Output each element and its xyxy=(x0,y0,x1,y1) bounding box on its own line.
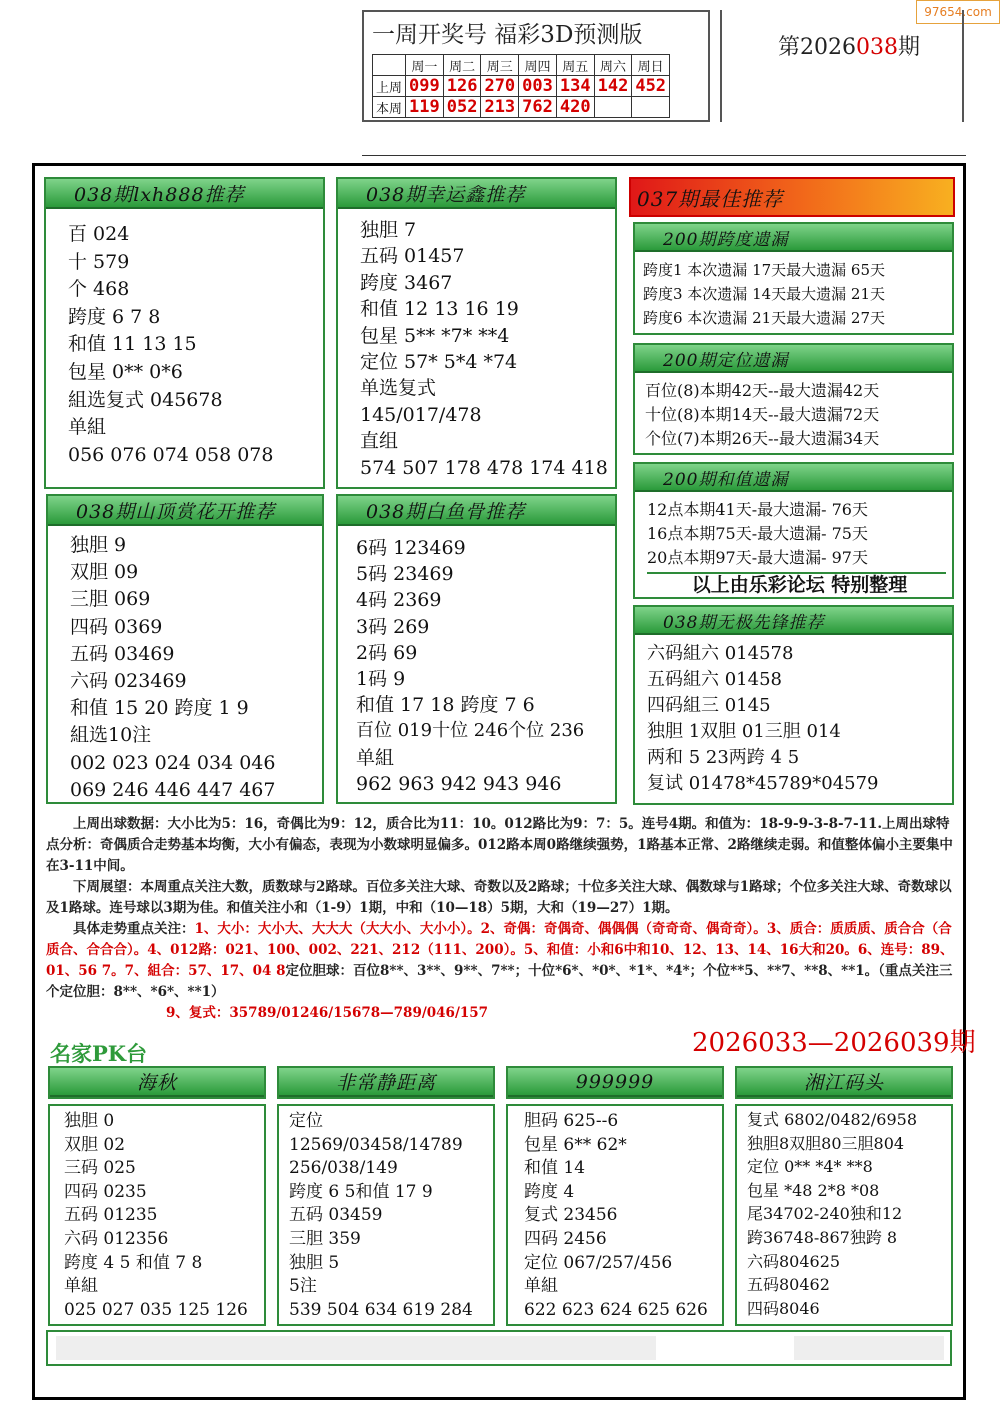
bottom-bar xyxy=(46,1330,952,1366)
draw-number: 452 xyxy=(632,76,670,97)
pk-line: 五码80462 xyxy=(747,1275,830,1295)
panel-line: 和值 11 13 15 xyxy=(68,333,197,356)
focus-item: 7、組合：57、17、04 8 xyxy=(124,963,286,979)
panel-line: 五码 01457 xyxy=(360,245,465,268)
panel-line: 百位(8)本期42天--最大遗漏42天 xyxy=(645,381,880,400)
row-label: 本周 xyxy=(373,97,406,118)
panel-baiyugu xyxy=(336,494,617,804)
pk-body-999999 xyxy=(506,1104,724,1326)
panel-body xyxy=(635,256,952,333)
panel-title: 038期白鱼骨推荐 xyxy=(338,496,615,526)
focus-item: 6、连号：89、01、56 7。 xyxy=(46,942,954,979)
focus-heading: 具体走势重点关注： xyxy=(73,921,195,937)
focus-item: 3、质合：质质质、质合合（合质合、合合合）。 xyxy=(46,921,952,958)
pk-body-feichang xyxy=(277,1104,495,1326)
pk-line: 独胆8双胆80三胆804 xyxy=(747,1133,905,1153)
header-divider xyxy=(362,155,966,156)
panel-line: 百 024 xyxy=(68,223,130,245)
panel-shanding xyxy=(46,494,324,804)
draw-number: 142 xyxy=(594,76,632,97)
draw-number: 270 xyxy=(481,76,519,97)
site-watermark: 97654.com xyxy=(916,0,1000,24)
focus-item: 2、奇偶：奇偶奇、偶偶偶（奇奇奇、偶奇奇）。 xyxy=(480,921,767,937)
pk-line: 单組 xyxy=(64,1276,98,1297)
day-label: 周二 xyxy=(443,55,481,76)
panel-line: 組选10注 xyxy=(70,724,152,747)
panel-line: 20点本期97天-最大遗漏- 97天 xyxy=(647,548,868,567)
day-label: 周日 xyxy=(632,55,670,76)
pk-col-title: 999999 xyxy=(508,1068,722,1097)
pk-line: 独胆 5 xyxy=(289,1252,340,1273)
panel-line: 直组 xyxy=(360,430,399,453)
panel-sum-omission xyxy=(633,462,954,599)
pk-line: 跨度 6 5和值 17 9 xyxy=(289,1181,433,1202)
draw-number: 213 xyxy=(481,97,519,118)
pk-line: 四码 2456 xyxy=(524,1228,607,1249)
issue-prefix: 第2026 xyxy=(778,35,856,60)
pk-line: 539 504 634 619 284 xyxy=(289,1299,473,1320)
focus-item: 5、和值：小和6中和10、12、13、14、16大和20。 xyxy=(523,942,858,958)
draw-number xyxy=(594,97,632,118)
pk-header-feichang xyxy=(277,1066,495,1099)
draw-number xyxy=(632,97,670,118)
last-week-row xyxy=(373,76,670,97)
pk-line: 包星 *48 2*8 *08 xyxy=(747,1180,880,1200)
panel-line: 3码 269 xyxy=(356,615,430,638)
pk-line: 三胆 359 xyxy=(289,1228,361,1249)
panel-title: 038期幸运鑫推荐 xyxy=(338,179,615,209)
row-label: 上周 xyxy=(373,76,406,97)
pk-line: 单組 xyxy=(524,1276,558,1297)
panel-line: 和值 15 20 跨度 1 9 xyxy=(70,697,249,720)
panel-line: 单选复式 xyxy=(360,377,437,400)
source-note: 以上由乐彩论坛 特别整理 xyxy=(691,574,908,596)
draw-number: 762 xyxy=(519,97,557,118)
issue-label xyxy=(778,30,920,61)
day-label: 周六 xyxy=(594,55,632,76)
pk-col-title: 非常静距离 xyxy=(279,1068,493,1097)
pk-line: 四码 0235 xyxy=(64,1181,147,1202)
pk-line: 五码 03459 xyxy=(289,1205,383,1226)
panel-line: 跨度6 本次遗漏 21天最大遗漏 27天 xyxy=(643,309,886,327)
day-label: 周五 xyxy=(556,55,594,76)
panel-title: 200期定位遗漏 xyxy=(635,345,952,373)
pk-col-title: 湘江码头 xyxy=(737,1068,951,1097)
panel-title: 038期lxh888推荐 xyxy=(46,179,323,209)
pk-col-title: 海秋 xyxy=(50,1068,264,1097)
pk-header-haiqiu xyxy=(48,1066,266,1099)
panel-line: 12点本期41天-最大遗漏- 76天 xyxy=(647,500,868,519)
corner-cell xyxy=(373,55,406,76)
panel-line: 独胆 9 xyxy=(70,534,127,556)
pk-line: 尾34702-240独和12 xyxy=(747,1204,903,1224)
panel-line: 单組 xyxy=(356,746,395,769)
weekly-draw-box xyxy=(362,10,710,122)
panel-position-omission xyxy=(633,343,954,455)
pk-line: 跨度 4 xyxy=(524,1181,575,1202)
panel-body xyxy=(635,496,952,597)
panel-body xyxy=(48,530,322,802)
issue-number: 038 xyxy=(856,35,898,60)
pk-line: 复式 23456 xyxy=(524,1205,618,1226)
panel-line: 跨度 3467 xyxy=(360,271,453,294)
panel-line: 包星 0** 0*6 xyxy=(68,360,183,383)
day-label: 周四 xyxy=(519,55,557,76)
panel-line: 四码組三 0145 xyxy=(647,695,771,716)
days-row xyxy=(373,55,670,76)
panel-line: 跨度 6 7 8 xyxy=(68,305,161,328)
panel-line: 056 076 074 058 078 xyxy=(68,443,274,466)
analysis-paragraph: 上周出球数据：大小比为5：16，奇偶比为9：12，质合比为11：10。012路比为9：7：5。连号4期。和值为：18-9-9-3-8-7-11.上周出球特点分析：奇偶质合走势基本均衡，大小有偏态，表现为小数球明显偏多。012路本周0路继续强势，1路基本正常、2路继续走弱。和值整体偏小主要集中在3-11中间。 xyxy=(46,816,953,874)
panel-line: 574 507 178 478 174 418 xyxy=(360,456,608,479)
pk-line: 跨36748-867独跨 8 xyxy=(747,1227,898,1247)
pk-line: 定位 0** *4* **8 xyxy=(747,1157,873,1177)
panel-line: 962 963 942 943 946 xyxy=(356,772,562,795)
panel-line: 組选复式 045678 xyxy=(68,388,223,411)
pk-body-haiqiu xyxy=(48,1104,266,1326)
draw-number: 119 xyxy=(406,97,444,118)
focus-item: 定位胆球：百位8**、3**、9**、7**；十位*6*、*0*、*1*、*4*；个位**5、**7、**8、**1。（重点关注三个定位胆：8**、*6*、**1） xyxy=(46,963,953,1000)
panel-line: 包星 5** *7* **4 xyxy=(360,324,510,347)
pk-line: 256/038/149 xyxy=(289,1158,398,1179)
draw-number: 099 xyxy=(406,76,444,97)
pk-line: 5注 xyxy=(289,1276,317,1297)
panel-line: 单組 xyxy=(68,416,107,439)
panel-body xyxy=(635,639,952,803)
panel-title: 200期和值遗漏 xyxy=(635,464,952,492)
panel-line: 和值 17 18 跨度 7 6 xyxy=(356,694,535,717)
pk-line: 复式 6802/0482/6958 xyxy=(747,1110,918,1129)
analysis-paragraph: 下周展望：本周重点关注大数，质数球与2路球。百位多关注大球、奇数以及2路球；十位多关注大球、偶数球与1路球；个位多关注大球、奇数球以及1路球。连号球以3期为佳。和值关注小和（1-9）1期，中和（10—18）5期，大和（19—27）1期。 xyxy=(46,879,952,916)
panel-line: 四码 0369 xyxy=(70,615,163,638)
analysis-text xyxy=(46,814,954,1024)
issue-suffix: 期 xyxy=(898,35,921,60)
draw-number: 134 xyxy=(556,76,594,97)
pk-line: 独胆 0 xyxy=(64,1111,115,1131)
panel-line: 4码 2369 xyxy=(356,589,442,612)
pk-line: 定位 xyxy=(289,1111,323,1131)
pk-line: 六码 012356 xyxy=(64,1228,169,1249)
analysis-paragraph xyxy=(46,919,954,1003)
bottom-bar-fill xyxy=(56,1336,656,1360)
panel-line: 069 246 446 447 467 xyxy=(70,778,276,801)
day-label: 周一 xyxy=(406,55,444,76)
panel-body xyxy=(635,377,952,453)
panel-line: 三胆 069 xyxy=(70,588,151,611)
bottom-bar-fill-right xyxy=(794,1336,944,1360)
panel-line: 145/017/478 xyxy=(360,403,482,426)
pk-line: 622 623 624 625 626 xyxy=(524,1299,708,1320)
focus-item: 4、012路：021、100、002、221、212（111、200）。 xyxy=(147,942,524,958)
panel-line: 1码 9 xyxy=(356,668,406,691)
panel-title: 037期最佳推荐 xyxy=(631,179,953,215)
draw-number: 003 xyxy=(519,76,557,97)
panel-line: 跨度1 本次遗漏 17天最大遗漏 65天 xyxy=(643,261,886,279)
panel-line: 和值 12 13 16 19 xyxy=(360,298,519,321)
pk-line: 双胆 02 xyxy=(64,1134,126,1155)
panel-line: 16点本期75天-最大遗漏- 75天 xyxy=(647,524,868,543)
header-title: 一周开奖号 福彩3D预测版 xyxy=(372,22,643,48)
panel-body xyxy=(338,530,615,802)
draw-number: 126 xyxy=(443,76,481,97)
panel-xingyunxin xyxy=(336,177,617,489)
panel-line: 独胆 1双胆 01三胆 014 xyxy=(647,721,841,742)
panel-line: 复试 01478*45789*04579 xyxy=(647,773,879,794)
pk-line: 定位 067/257/456 xyxy=(524,1252,673,1273)
pk-line: 胆码 625--6 xyxy=(524,1111,619,1131)
panel-body xyxy=(46,213,323,487)
pk-line: 和值 14 xyxy=(524,1158,586,1179)
pk-line: 包星 6** 62* xyxy=(524,1134,627,1155)
period-range: 2026033—2026039期 xyxy=(692,1028,976,1058)
panel-line: 双胆 09 xyxy=(70,561,139,584)
panel-title: 038期山顶赏花开推荐 xyxy=(48,496,322,526)
panel-line: 个 468 xyxy=(68,278,130,301)
panel-line: 五码組六 01458 xyxy=(647,669,782,690)
panel-title: 200期跨度遗漏 xyxy=(635,224,952,252)
pk-line: 025 027 035 125 126 xyxy=(64,1299,248,1320)
panel-wuji-pioneer xyxy=(633,605,954,805)
panel-lxh888 xyxy=(44,177,325,489)
panel-span-omission xyxy=(633,222,954,335)
panel-line: 6码 123469 xyxy=(356,537,466,559)
panel-line: 独胆 7 xyxy=(360,219,417,241)
panel-line: 六码組六 014578 xyxy=(647,643,794,664)
weekly-draw-table xyxy=(372,54,670,118)
pk-header-xiangjiang xyxy=(735,1066,953,1099)
pk-line: 五码 01235 xyxy=(64,1205,158,1226)
panel-line: 五码 03469 xyxy=(70,642,175,665)
complex-line: 9、复式：35789/01246/15678—789/046/157 xyxy=(166,1005,489,1021)
panel-line: 2码 69 xyxy=(356,641,418,664)
focus-item: 1、大小：大小大、大大大（大大小、大小小）。 xyxy=(194,921,481,937)
pk-header-999999 xyxy=(506,1066,724,1099)
panel-line: 两和 5 23两跨 4 5 xyxy=(647,747,800,768)
pk-title: 名家PK台 xyxy=(50,1041,148,1066)
panel-title: 038期无极先锋推荐 xyxy=(635,607,952,635)
draw-number: 052 xyxy=(443,97,481,118)
panel-line: 5码 23469 xyxy=(356,563,454,586)
day-label: 周三 xyxy=(481,55,519,76)
panel-line: 个位(7)本期26天--最大遗漏34天 xyxy=(645,429,880,448)
panel-best-recommend xyxy=(629,177,955,217)
panel-line: 百位 019十位 246个位 236 xyxy=(356,720,585,742)
draw-number: 420 xyxy=(556,97,594,118)
panel-line: 十 579 xyxy=(68,250,130,273)
panel-line: 六码 023469 xyxy=(70,670,187,693)
panel-line: 十位(8)本期14天--最大遗漏72天 xyxy=(645,405,880,424)
pk-line: 12569/03458/14789 xyxy=(289,1134,463,1155)
pk-body-xiangjiang xyxy=(735,1104,953,1326)
issue-box xyxy=(720,10,964,122)
panel-line: 定位 57* 5*4 *74 xyxy=(360,351,518,374)
pk-line: 四码8046 xyxy=(747,1298,820,1318)
pk-line: 三码 025 xyxy=(64,1158,136,1179)
this-week-row xyxy=(373,97,670,118)
panel-line: 002 023 024 034 046 xyxy=(70,751,276,774)
panel-body xyxy=(338,213,615,487)
pk-line: 六码804625 xyxy=(747,1251,841,1271)
pk-line: 跨度 4 5 和值 7 8 xyxy=(64,1252,203,1273)
panel-line: 跨度3 本次遗漏 14天最大遗漏 21天 xyxy=(643,285,886,303)
